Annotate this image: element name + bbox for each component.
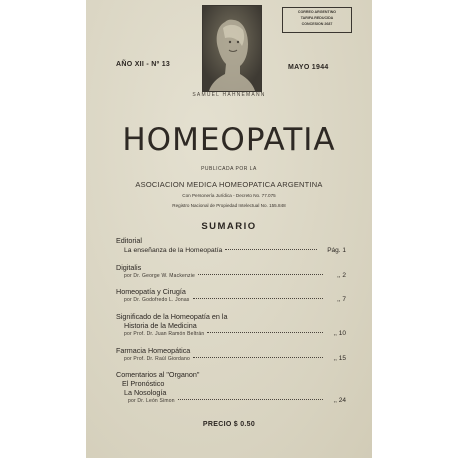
cover-price: PRECIO $ 0.50 — [202, 421, 256, 428]
toc-entry-subtitle: La Nosología — [124, 388, 167, 397]
stamp-line: CONCESION 2687 — [301, 22, 333, 26]
toc-entry-title-cont: Historia de la Medicina — [124, 321, 197, 330]
toc-entry-title: Significado de la Homeopatía en la — [116, 312, 228, 321]
toc-entry-digitalis — [116, 263, 346, 279]
leader-dots — [193, 356, 323, 358]
toc-entry-author: por Dr. George W. Mackenzie — [124, 273, 195, 279]
magazine-title: HOMEOPATIA — [122, 122, 336, 158]
hahnemann-portrait — [202, 5, 262, 92]
toc-section-title: Editorial — [116, 236, 142, 245]
toc-page-number: ,, 24 — [333, 397, 346, 404]
toc-entry-cirugia — [116, 287, 346, 303]
stamp-line: CORREO ARGENTINO — [297, 10, 337, 14]
toc-entry-author: por Dr. León Simon — [128, 398, 175, 404]
magazine-cover — [86, 0, 372, 458]
publisher-line-1: PUBLICADA POR LA — [201, 166, 257, 172]
toc-entry-significado — [116, 312, 346, 337]
toc-entry-farmacia — [116, 346, 346, 362]
publisher-registry: Registro Nacional de Propiedad Intelectual No. 155.848 — [172, 203, 286, 208]
toc-page-number: ,, 15 — [333, 355, 346, 362]
issue-date: MAYO 1944 — [288, 64, 329, 71]
portrait-caption: SAMUEL HAHNEMANN — [192, 92, 266, 98]
leader-dots — [193, 297, 323, 299]
toc-entry-title: Comentarios al "Organon" — [116, 370, 200, 379]
toc-entry-title: Homeopatía y Cirugía — [116, 287, 186, 296]
publisher-decree: Con Personería Jurídica - Decreto No. 77.075 — [182, 193, 276, 198]
leader-dots — [178, 398, 323, 400]
toc-entry-subtitle: El Pronóstico — [122, 379, 165, 388]
toc-entry-author: por Prof. Dr. Raúl Giordano — [124, 356, 190, 362]
issue-number: AÑO XII - Nº 13 — [116, 61, 171, 68]
toc-entry-title: La enseñanza de la Homeopatía — [124, 247, 223, 254]
toc-page-number: Pág. 1 — [327, 247, 346, 254]
toc-page-number: ,, 7 — [336, 296, 346, 303]
contents-heading: SUMARIO — [201, 221, 257, 232]
postal-stamp — [282, 7, 352, 33]
stamp-line: TARIFA REDUCIDA — [300, 16, 334, 20]
toc-page-number: ,, 10 — [333, 330, 346, 337]
portrait-bust-icon — [203, 6, 261, 91]
toc-entry-author: por Prof. Dr. Juan Ramón Beltrán — [124, 331, 205, 337]
publisher-name: ASOCIACION MEDICA HOMEOPATICA ARGENTINA — [135, 180, 323, 189]
toc-entry-title: Digitalis — [116, 263, 142, 272]
toc-entry-organon — [116, 370, 346, 404]
leader-dots — [207, 331, 323, 333]
toc-entry-editorial — [116, 236, 346, 254]
toc-entry-author: por Dr. Godofredo L. Jonas — [124, 297, 190, 303]
toc-page-number: ,, 2 — [336, 272, 346, 279]
leader-dots — [198, 273, 323, 275]
leader-dots — [225, 248, 317, 250]
toc-entry-title: Farmacia Homeopática — [116, 346, 191, 355]
